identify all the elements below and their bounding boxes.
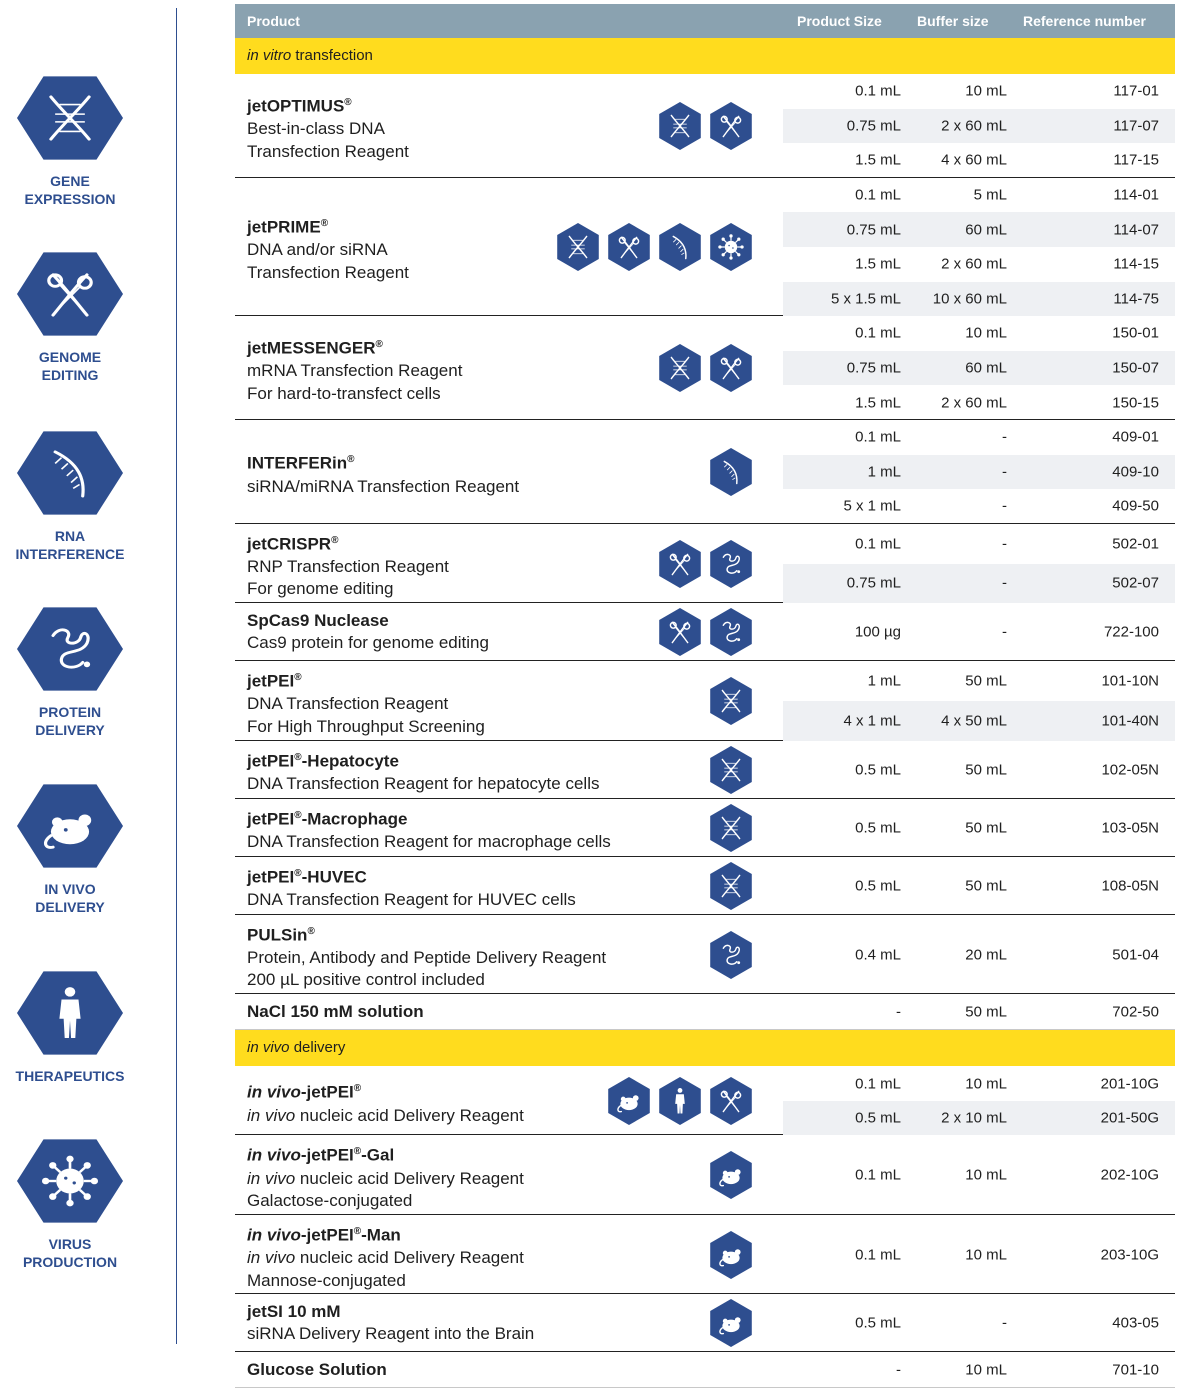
buffer-size: 50 mL	[965, 877, 1007, 895]
application-icons	[656, 102, 755, 150]
dna-icon	[17, 70, 123, 166]
reference-number: 409-01	[1112, 428, 1159, 446]
size-row	[783, 455, 1175, 490]
application-human	[0, 965, 140, 1085]
reference-number: 117-01	[1113, 82, 1159, 100]
product-size: 1.5 mL	[855, 151, 901, 169]
application-icons	[656, 344, 755, 392]
product-table	[235, 4, 1175, 1388]
reference-number: 108-05N	[1101, 877, 1159, 895]
reference-number: 114-15	[1113, 255, 1159, 273]
size-row	[783, 1294, 1175, 1352]
product-detail: in vivo nucleic acid Delivery Reagent	[247, 1168, 524, 1188]
product-row	[235, 799, 1175, 857]
product-name: PULSin®	[247, 925, 315, 945]
application-icons	[707, 1151, 755, 1199]
application-icons	[707, 1231, 755, 1279]
product-description	[247, 92, 409, 163]
size-row	[783, 799, 1175, 857]
product-size: 0.1 mL	[855, 1166, 901, 1184]
mouse-icon	[17, 778, 123, 874]
application-protein	[0, 601, 140, 739]
product-size: 0.75 mL	[846, 221, 901, 239]
product-description	[247, 1359, 387, 1382]
buffer-size: 10 mL	[965, 82, 1007, 100]
product-detail: Cas9 protein for genome editing	[247, 633, 489, 653]
product-size: 0.1 mL	[855, 428, 901, 446]
reference-number: 701-10	[1112, 1361, 1159, 1379]
product-description	[247, 1301, 534, 1346]
product-size: 1 mL	[867, 672, 901, 690]
application-icons	[707, 931, 755, 979]
mouse-icon	[605, 1077, 653, 1125]
reference-number: 114-75	[1113, 290, 1159, 308]
size-row	[783, 247, 1175, 282]
application-icons	[554, 223, 755, 271]
product-detail: Mannose-conjugated	[247, 1270, 406, 1290]
product-size: 0.5 mL	[855, 819, 901, 837]
table-header	[235, 4, 1175, 38]
reference-number: 201-50G	[1100, 1109, 1159, 1127]
product-size: 0.5 mL	[855, 761, 901, 779]
application-rna	[0, 425, 140, 563]
size-row	[783, 178, 1175, 213]
application-label: THERAPEUTICS	[15, 1068, 125, 1084]
dna-scissors-icon	[707, 344, 755, 392]
application-icons	[707, 862, 755, 910]
buffer-size: 10 mL	[965, 324, 1007, 342]
product-size: 0.5 mL	[855, 1314, 901, 1332]
dna-scissors-icon	[656, 608, 704, 656]
buffer-size: 2 x 60 mL	[941, 394, 1007, 412]
size-row	[783, 143, 1175, 178]
buffer-size: -	[1002, 574, 1007, 592]
product-detail: in vivo nucleic acid Delivery Reagent	[247, 1248, 524, 1268]
size-row	[783, 603, 1175, 661]
reference-number: 201-10G	[1100, 1075, 1159, 1093]
product-detail: DNA Transfection Reagent for macrophage cells	[247, 832, 611, 852]
product-name: in vivo-jetPEI®-Man	[247, 1225, 401, 1245]
reference-number: 101-40N	[1101, 712, 1159, 730]
application-mouse	[0, 778, 140, 916]
reference-number: 501-04	[1112, 946, 1159, 964]
product-detail: DNA Transfection Reagent for HUVEC cells	[247, 890, 576, 910]
product-name: jetPRIME®	[247, 217, 329, 237]
application-icons	[605, 1077, 755, 1125]
dna-scissors-icon	[17, 246, 123, 342]
product-detail: For High Throughput Screening	[247, 716, 485, 736]
dna-icon	[554, 223, 602, 271]
product-description	[247, 213, 409, 284]
product-row	[235, 915, 1175, 995]
product-description	[247, 1001, 424, 1024]
size-row	[783, 282, 1175, 317]
reference-number: 409-50	[1112, 497, 1159, 515]
product-description	[247, 921, 606, 992]
reference-number: 150-01	[1112, 324, 1159, 342]
application-label: RNA INTERFERENCE	[15, 528, 125, 562]
product-detail: Galactose-conjugated	[247, 1191, 413, 1211]
dna-scissors-icon	[656, 540, 704, 588]
product-detail: DNA Transfection Reagent for hepatocyte cells	[247, 774, 600, 794]
product-size: 4 x 1 mL	[843, 712, 901, 730]
product-size: 1.5 mL	[855, 255, 901, 273]
buffer-size: 10 mL	[965, 1166, 1007, 1184]
product-name: jetPEI®-Macrophage	[247, 809, 408, 829]
product-detail: Transfection Reagent	[247, 141, 409, 161]
size-row	[783, 915, 1175, 995]
dna-icon	[707, 862, 755, 910]
product-row	[235, 420, 1175, 524]
product-detail: DNA Transfection Reagent	[247, 694, 449, 714]
product-size: 0.75 mL	[846, 359, 901, 377]
protein-icon	[707, 931, 755, 979]
reference-number: 117-07	[1113, 117, 1159, 135]
buffer-size: 2 x 60 mL	[941, 255, 1007, 273]
product-size: 0.75 mL	[846, 117, 901, 135]
reference-number: 722-100	[1103, 623, 1159, 641]
product-row	[235, 1294, 1175, 1352]
product-detail: Protein, Antibody and Peptide Delivery Reagent	[247, 947, 607, 967]
product-description	[247, 805, 611, 854]
reference-number: 702-50	[1112, 1003, 1159, 1021]
size-row	[783, 316, 1175, 351]
size-row	[783, 994, 1175, 1030]
product-description	[247, 667, 485, 738]
size-row	[783, 1215, 1175, 1295]
product-row	[235, 1352, 1175, 1388]
product-name: jetOPTIMUS®	[247, 96, 352, 116]
product-description	[247, 1221, 524, 1292]
header-product: Product	[247, 13, 300, 29]
size-row	[783, 351, 1175, 386]
product-size: 5 x 1.5 mL	[830, 290, 901, 308]
virus-icon	[707, 223, 755, 271]
header-reference-number: Reference number	[1023, 13, 1146, 29]
header-product-size: Product Size	[797, 13, 882, 29]
buffer-size: 50 mL	[965, 1003, 1007, 1021]
application-icons	[707, 746, 755, 794]
product-size: 0.75 mL	[846, 574, 901, 592]
product-row	[235, 74, 1175, 178]
product-detail: Transfection Reagent	[247, 262, 409, 282]
buffer-size: 2 x 60 mL	[941, 117, 1007, 135]
buffer-size: 60 mL	[965, 359, 1007, 377]
section-heading: in vitro transfection	[235, 38, 1175, 74]
mouse-icon	[707, 1231, 755, 1279]
product-name: INTERFERin®	[247, 454, 355, 474]
product-size: 0.1 mL	[855, 82, 901, 100]
virus-icon	[17, 1133, 123, 1229]
dna-icon	[656, 344, 704, 392]
product-detail: siRNA/miRNA Transfection Reagent	[247, 476, 520, 496]
product-name: jetPEI®	[247, 671, 302, 691]
product-size: 0.5 mL	[855, 877, 901, 895]
size-row	[783, 1352, 1175, 1388]
dna-icon	[707, 804, 755, 852]
dna-icon	[707, 677, 755, 725]
product-detail: in vivo nucleic acid Delivery Reagent	[247, 1105, 524, 1125]
buffer-size: 50 mL	[965, 672, 1007, 690]
buffer-size: 10 mL	[965, 1361, 1007, 1379]
product-name: jetPEI®-HUVEC	[247, 867, 367, 887]
application-icons	[656, 608, 755, 656]
product-row	[235, 178, 1175, 316]
rna-icon	[17, 425, 123, 521]
product-description	[247, 1141, 524, 1212]
size-row	[783, 212, 1175, 247]
product-row	[235, 524, 1175, 604]
product-description	[247, 863, 576, 912]
product-size: 0.4 mL	[855, 946, 901, 964]
product-name: SpCas9 Nuclease	[247, 610, 389, 630]
product-size: 0.1 mL	[855, 1075, 901, 1093]
reference-number: 502-07	[1112, 574, 1159, 592]
sidebar-divider	[176, 8, 177, 1344]
product-size: 0.1 mL	[855, 535, 901, 553]
product-size: -	[896, 1003, 901, 1021]
size-row	[783, 857, 1175, 915]
application-icons	[707, 804, 755, 852]
product-description	[247, 610, 489, 655]
reference-number: 103-05N	[1101, 819, 1159, 837]
product-row	[235, 741, 1175, 799]
reference-number: 203-10G	[1100, 1246, 1159, 1264]
buffer-size: -	[1002, 623, 1007, 641]
application-label: IN VIVO DELIVERY	[35, 881, 105, 915]
buffer-size: 60 mL	[965, 221, 1007, 239]
product-row	[235, 994, 1175, 1030]
rna-icon	[707, 448, 755, 496]
product-row	[235, 857, 1175, 915]
buffer-size: 10 x 60 mL	[932, 290, 1007, 308]
product-size: 5 x 1 mL	[843, 497, 901, 515]
size-row	[783, 74, 1175, 109]
dna-icon	[656, 102, 704, 150]
application-sidebar	[0, 0, 178, 1354]
reference-number: 114-01	[1113, 186, 1159, 204]
application-virus	[0, 1133, 140, 1271]
size-row	[783, 1066, 1175, 1101]
mouse-icon	[707, 1299, 755, 1347]
application-icons	[707, 677, 755, 725]
size-row	[783, 1135, 1175, 1215]
application-label: VIRUS PRODUCTION	[22, 1236, 118, 1270]
size-row	[783, 489, 1175, 524]
product-row	[235, 316, 1175, 420]
dna-scissors-icon	[605, 223, 653, 271]
mouse-icon	[707, 1151, 755, 1199]
application-icons	[707, 1299, 755, 1347]
human-icon	[656, 1077, 704, 1125]
application-dna	[0, 70, 140, 208]
protein-icon	[707, 540, 755, 588]
product-row	[235, 1215, 1175, 1295]
product-name: NaCl 150 mM solution	[247, 1002, 424, 1022]
buffer-size: 2 x 10 mL	[941, 1109, 1007, 1127]
buffer-size: 10 mL	[965, 1075, 1007, 1093]
reference-number: 403-05	[1112, 1314, 1159, 1332]
product-row	[235, 661, 1175, 741]
product-size: 1 mL	[867, 463, 901, 481]
application-label: GENE EXPRESSION	[24, 173, 116, 207]
product-size: 0.1 mL	[855, 186, 901, 204]
reference-number: 409-10	[1112, 463, 1159, 481]
buffer-size: -	[1002, 463, 1007, 481]
product-detail: RNP Transfection Reagent	[247, 556, 449, 576]
reference-number: 102-05N	[1101, 761, 1159, 779]
product-detail: For hard-to-transfect cells	[247, 383, 441, 403]
application-label: PROTEIN DELIVERY	[35, 704, 105, 738]
buffer-size: 10 mL	[965, 1246, 1007, 1264]
reference-number: 502-01	[1112, 535, 1159, 553]
dna-scissors-icon	[707, 102, 755, 150]
product-detail: siRNA Delivery Reagent into the Brain	[247, 1324, 535, 1344]
size-row	[783, 741, 1175, 799]
dna-icon	[707, 746, 755, 794]
reference-number: 114-07	[1113, 221, 1159, 239]
size-row	[783, 1101, 1175, 1136]
product-name: in vivo-jetPEI®-Gal	[247, 1146, 395, 1166]
product-name: in vivo-jetPEI®	[247, 1083, 362, 1103]
product-row	[235, 1066, 1175, 1135]
application-dna-scissors	[0, 246, 140, 384]
size-row	[783, 701, 1175, 741]
product-name: jetSI 10 mM	[247, 1301, 341, 1321]
product-row	[235, 1135, 1175, 1215]
product-description	[247, 334, 462, 405]
product-detail: DNA and/or siRNA	[247, 240, 388, 260]
buffer-size: 50 mL	[965, 761, 1007, 779]
protein-icon	[707, 608, 755, 656]
product-size: 0.5 mL	[855, 1109, 901, 1127]
size-row	[783, 385, 1175, 420]
buffer-size: -	[1002, 1314, 1007, 1332]
product-detail: For genome editing	[247, 579, 394, 599]
size-row	[783, 524, 1175, 564]
application-label: GENOME EDITING	[38, 349, 102, 383]
reference-number: 117-15	[1113, 151, 1159, 169]
product-detail: Best-in-class DNA	[247, 119, 385, 139]
buffer-size: 4 x 50 mL	[941, 712, 1007, 730]
product-size: 0.1 mL	[855, 1246, 901, 1264]
product-description	[247, 530, 449, 601]
product-description	[247, 449, 519, 498]
product-name: jetCRISPR®	[247, 534, 339, 554]
human-icon	[17, 965, 123, 1061]
product-detail: 200 µL positive control included	[247, 970, 485, 990]
product-size: 100 µg	[854, 623, 901, 641]
buffer-size: 50 mL	[965, 819, 1007, 837]
size-row	[783, 109, 1175, 144]
header-buffer-size: Buffer size	[917, 13, 989, 29]
dna-scissors-icon	[707, 1077, 755, 1125]
product-size: 1.5 mL	[855, 394, 901, 412]
product-name: Glucose Solution	[247, 1360, 387, 1380]
buffer-size: 5 mL	[973, 186, 1007, 204]
buffer-size: 4 x 60 mL	[941, 151, 1007, 169]
product-description	[247, 1078, 524, 1127]
product-name: jetMESSENGER®	[247, 338, 383, 358]
table-body	[235, 38, 1175, 1388]
product-detail: mRNA Transfection Reagent	[247, 361, 463, 381]
product-name: jetPEI®-Hepatocyte	[247, 751, 399, 771]
size-row	[783, 564, 1175, 604]
product-size: 0.1 mL	[855, 324, 901, 342]
application-icons	[656, 540, 755, 588]
rna-icon	[656, 223, 704, 271]
size-row	[783, 661, 1175, 701]
size-row	[783, 420, 1175, 455]
product-description	[247, 747, 599, 796]
buffer-size: 20 mL	[965, 946, 1007, 964]
buffer-size: -	[1002, 535, 1007, 553]
buffer-size: -	[1002, 428, 1007, 446]
reference-number: 150-07	[1112, 359, 1159, 377]
buffer-size: -	[1002, 497, 1007, 515]
product-size: -	[896, 1361, 901, 1379]
protein-icon	[17, 601, 123, 697]
reference-number: 150-15	[1112, 394, 1159, 412]
product-row	[235, 603, 1175, 661]
reference-number: 101-10N	[1101, 672, 1159, 690]
application-icons	[707, 448, 755, 496]
section-heading: in vivo delivery	[235, 1030, 1175, 1066]
reference-number: 202-10G	[1100, 1166, 1159, 1184]
